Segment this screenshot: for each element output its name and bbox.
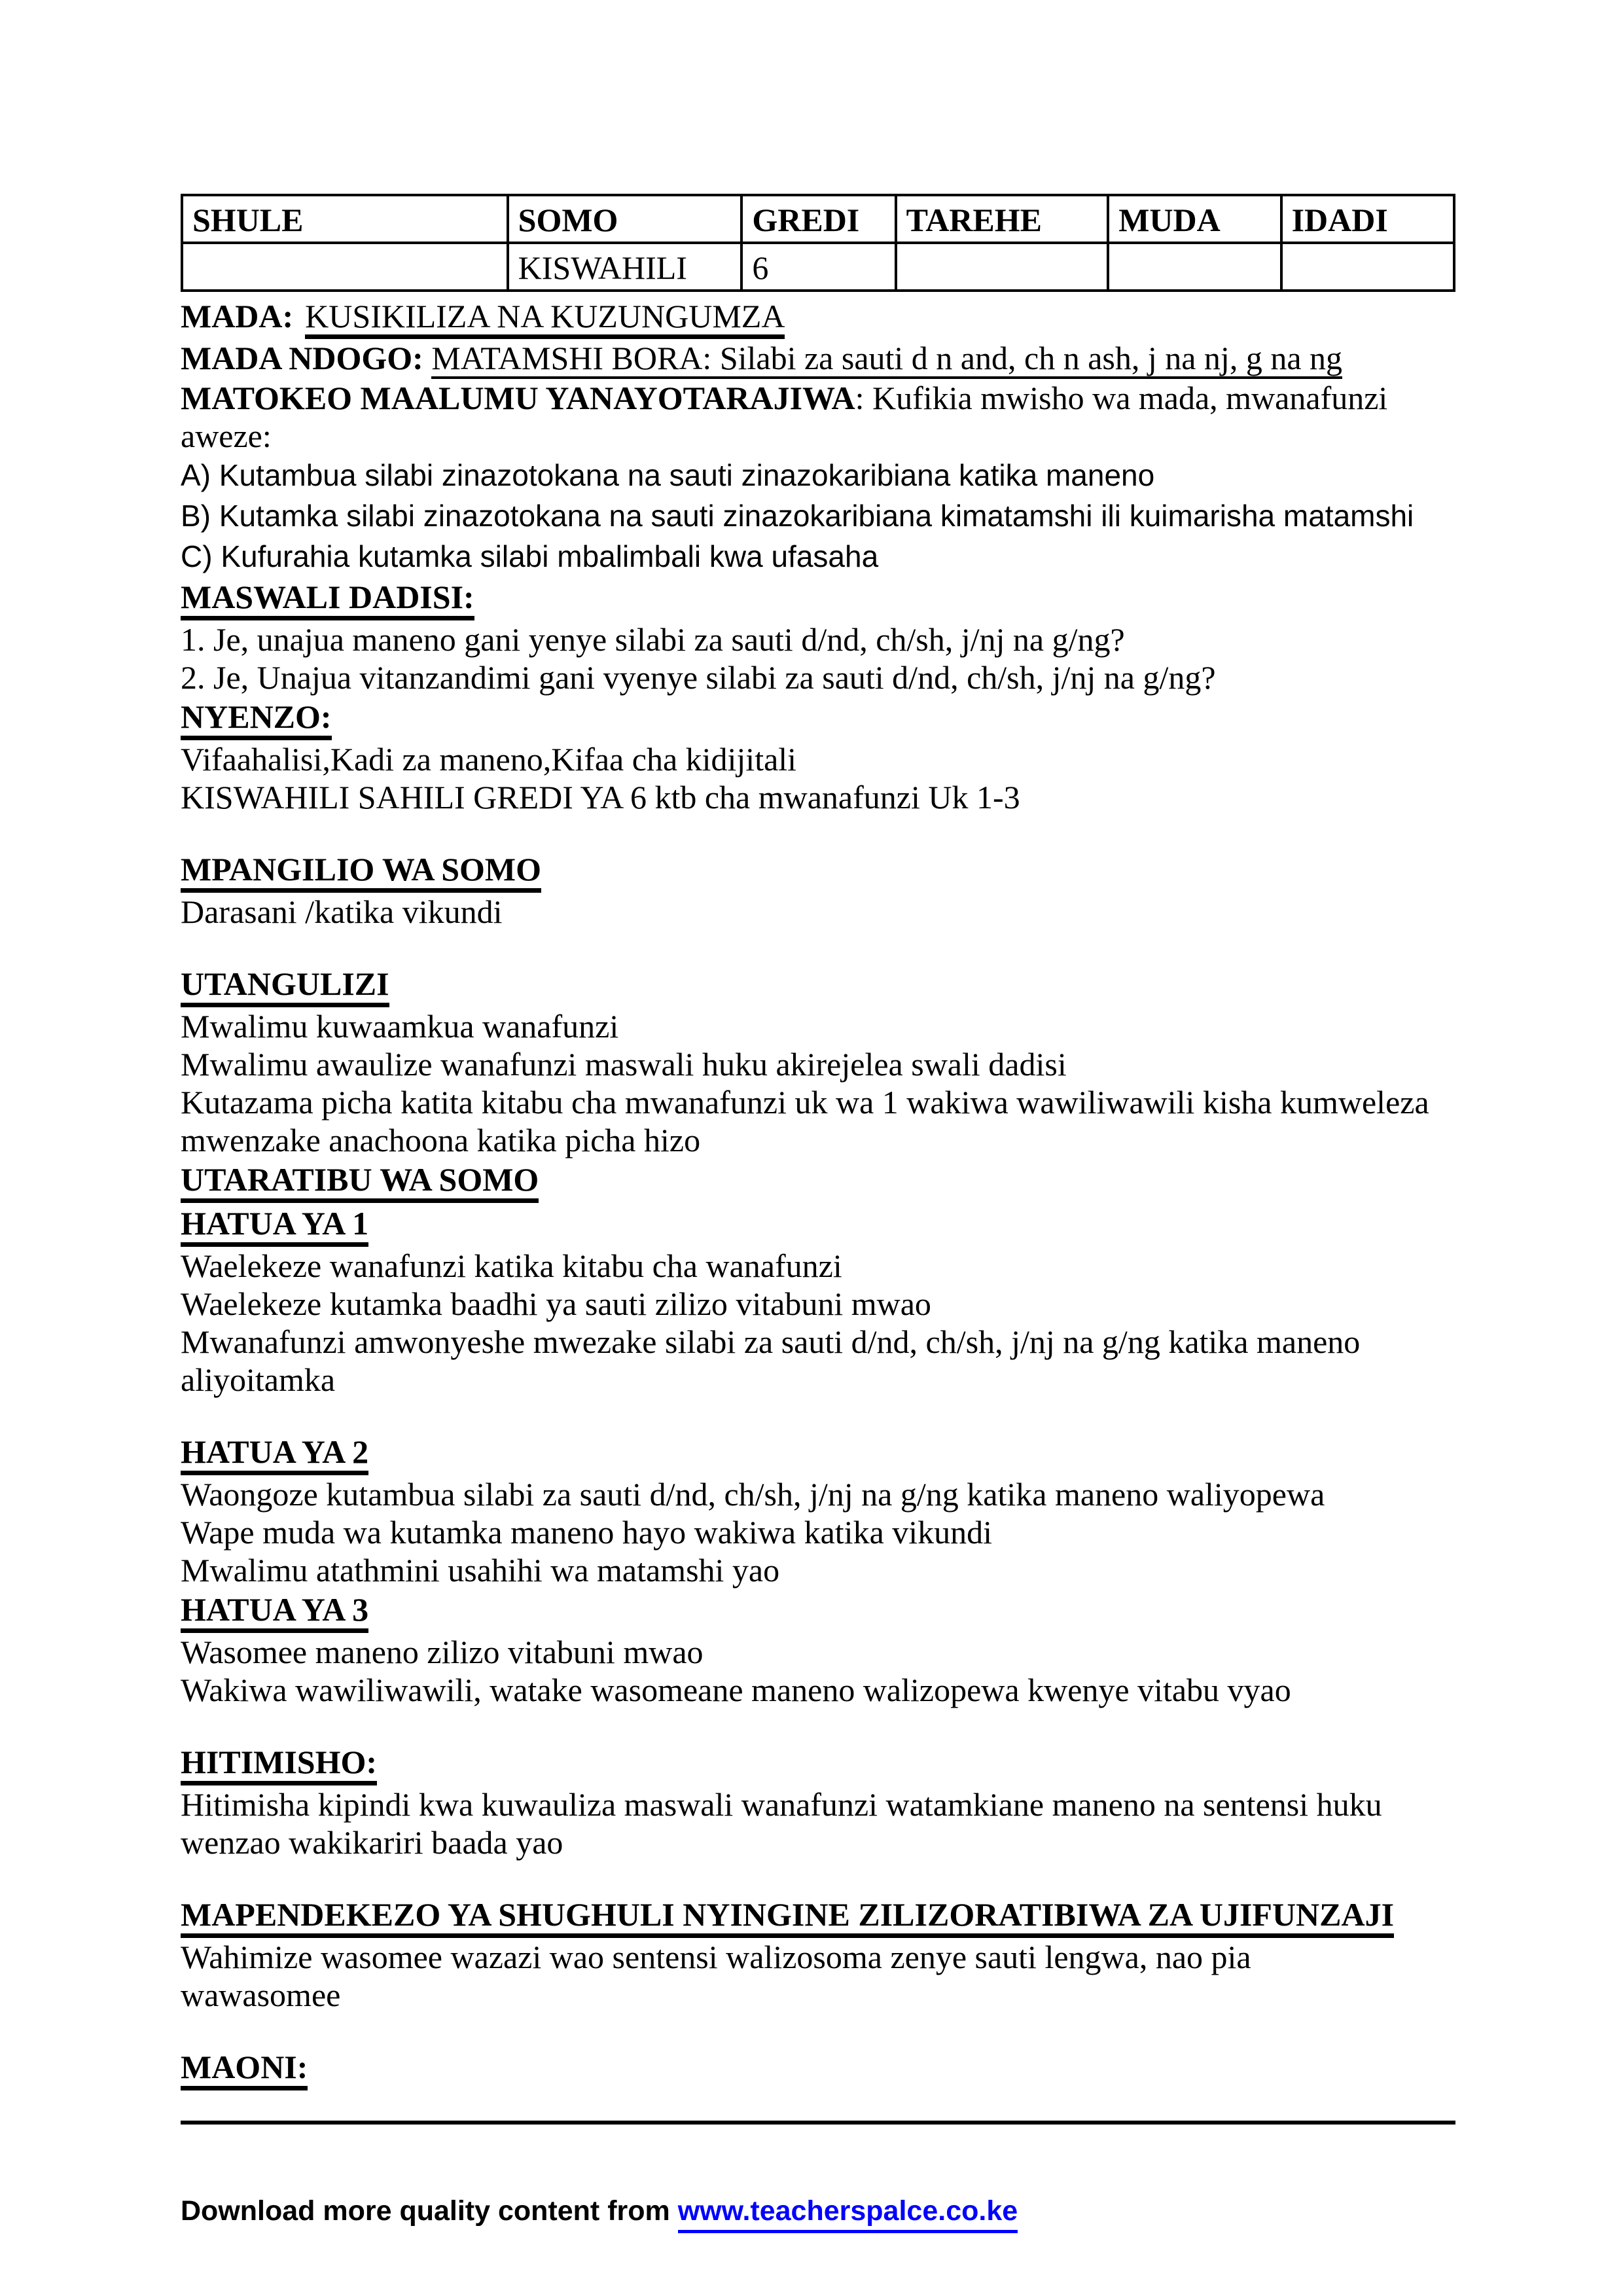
hatua2-heading: HATUA YA 2 bbox=[181, 1433, 1455, 1475]
spacer bbox=[181, 1861, 1455, 1894]
col-header-gredi: GREDI bbox=[741, 195, 895, 243]
lesson-info-table bbox=[181, 194, 1455, 292]
hatua2-line-3: Mwalimu atathmini usahihi wa matamshi yao bbox=[181, 1552, 780, 1588]
mada-value: KUSIKILIZA NA KUZUNGUMZA bbox=[305, 299, 785, 339]
footer bbox=[181, 2193, 1455, 2233]
cell-somo: KISWAHILI bbox=[508, 243, 742, 291]
mapendekezo-heading: MAPENDEKEZO YA SHUGHULI NYINGINE ZILIZORATIBIWA ZA UJIFUNZAJI bbox=[181, 1895, 1455, 1938]
spacer bbox=[181, 931, 1455, 963]
mada-label: MADA: bbox=[181, 298, 294, 334]
matokeo-rest: : Kufikia mwisho wa mada, mwanafunzi aweze: bbox=[181, 380, 1388, 454]
objective-b: B) Kutamka silabi zinazotokana na sauti zinazokaribiana kimatamshi ili kuimarisha matamshi bbox=[181, 499, 1414, 533]
nyenzo-line-2: KISWAHILI SAHILI GREDI YA 6 ktb cha mwanafunzi Uk 1-3 bbox=[181, 779, 1020, 816]
matokeo-label: MATOKEO MAALUMU YANAYOTARAJIWA bbox=[181, 380, 855, 416]
objective-a: A) Kutambua silabi zinazotokana na sauti zinazokaribiana katika maneno bbox=[181, 458, 1155, 492]
mada-line bbox=[181, 297, 1455, 339]
spacer bbox=[181, 1399, 1455, 1431]
spacer bbox=[181, 292, 1455, 297]
hatua1-heading: HATUA YA 1 bbox=[181, 1204, 1455, 1247]
hatua3-heading: HATUA YA 3 bbox=[181, 1590, 1455, 1633]
table-value-row bbox=[182, 243, 1454, 291]
utaratibu-heading: UTARATIBU WA SOMO bbox=[181, 1160, 1455, 1203]
maswali-item-2: 2. Je, Unajua vitanzandimi gani vyenye silabi za sauti d/nd, ch/sh, j/nj na g/ng? bbox=[181, 659, 1216, 696]
spacer bbox=[181, 2014, 1455, 2047]
utangulizi-heading: UTANGULIZI bbox=[181, 965, 1455, 1007]
hatua3-line-1: Wasomee maneno zilizo vitabuni mwao bbox=[181, 1634, 704, 1670]
hitimisho-heading: HITIMISHO: bbox=[181, 1743, 1455, 1785]
mada-ndogo-value: MATAMSHI BORA: Silabi za sauti d n and, ch n ash, j na nj, g na ng bbox=[431, 341, 1342, 379]
maoni-fill-line bbox=[181, 2090, 1455, 2125]
mada-ndogo-label: MADA NDOGO: bbox=[181, 340, 423, 376]
footer-text: Download more quality content from bbox=[181, 2195, 678, 2227]
nyenzo-heading: NYENZO: bbox=[181, 698, 1455, 740]
col-header-shule: SHULE bbox=[182, 195, 508, 243]
hatua3-line-2: Wakiwa wawiliwawili, watake wasomeane maneno walizopewa kwenye vitabu vyao bbox=[181, 1672, 1291, 1708]
cell-muda bbox=[1108, 243, 1281, 291]
utangulizi-line-3: Kutazama picha katita kitabu cha mwanafunzi uk wa 1 wakiwa wawiliwawili kisha kumweleza mwenzake anachoona katika picha hizo bbox=[181, 1084, 1429, 1158]
cell-tarehe bbox=[896, 243, 1109, 291]
mpangilio-heading: MPANGILIO WA SOMO bbox=[181, 850, 1455, 893]
objective-c: C) Kufurahia kutamka silabi mbalimbali kwa ufasaha bbox=[181, 539, 879, 573]
cell-shule bbox=[182, 243, 508, 291]
mada-ndogo-line bbox=[181, 339, 1455, 379]
cell-gredi: 6 bbox=[741, 243, 895, 291]
hatua1-line-1: Waelekeze wanafunzi katika kitabu cha wanafunzi bbox=[181, 1247, 842, 1284]
mapendekezo-line-2: wawasomee bbox=[181, 1977, 341, 2013]
hitimisho-line-1: Hitimisha kipindi kwa kuwauliza maswali wanafunzi watamkiane maneno na sentensi huku wenzao wakikariri baada yao bbox=[181, 1786, 1382, 1861]
footer-link[interactable]: www.teacherspalce.co.ke bbox=[678, 2193, 1018, 2233]
hatua1-line-3: Mwanafunzi amwonyeshe mwezake silabi za sauti d/nd, ch/sh, j/nj na g/ng katika maneno aliyoitamka bbox=[181, 1323, 1361, 1398]
col-header-tarehe: TAREHE bbox=[896, 195, 1109, 243]
col-header-muda: MUDA bbox=[1108, 195, 1281, 243]
maoni-heading: MAONI: bbox=[181, 2048, 1455, 2090]
hatua2-line-2: Wape muda wa kutamka maneno hayo wakiwa katika vikundi bbox=[181, 1514, 993, 1551]
hatua1-line-2: Waelekeze kutamka baadhi ya sauti zilizo vitabuni mwao bbox=[181, 1285, 931, 1322]
spacer bbox=[181, 816, 1455, 849]
maswali-item-1: 1. Je, unajua maneno gani yenye silabi za sauti d/nd, ch/sh, j/nj na g/ng? bbox=[181, 621, 1125, 658]
utangulizi-line-1: Mwalimu kuwaamkua wanafunzi bbox=[181, 1008, 619, 1045]
mapendekezo-line-1: Wahimize wasomee wazazi wao sentensi walizosoma zenye sauti lengwa, nao pia bbox=[181, 1939, 1251, 1975]
utangulizi-line-2: Mwalimu awaulize wanafunzi maswali huku akirejelea swali dadisi bbox=[181, 1046, 1067, 1083]
cell-idadi bbox=[1281, 243, 1454, 291]
mpangilio-line: Darasani /katika vikundi bbox=[181, 893, 503, 930]
maswali-heading: MASWALI DADISI: bbox=[181, 578, 1455, 620]
nyenzo-line-1: Vifaahalisi,Kadi za maneno,Kifaa cha kidijitali bbox=[181, 741, 797, 778]
col-header-idadi: IDADI bbox=[1281, 195, 1454, 243]
hatua2-line-1: Waongoze kutambua silabi za sauti d/nd, ch/sh, j/nj na g/ng katika maneno waliyopewa bbox=[181, 1476, 1325, 1513]
matokeo-line bbox=[181, 379, 1455, 455]
spacer bbox=[181, 1709, 1455, 1742]
col-header-somo: SOMO bbox=[508, 195, 742, 243]
table-header-row bbox=[182, 195, 1454, 243]
